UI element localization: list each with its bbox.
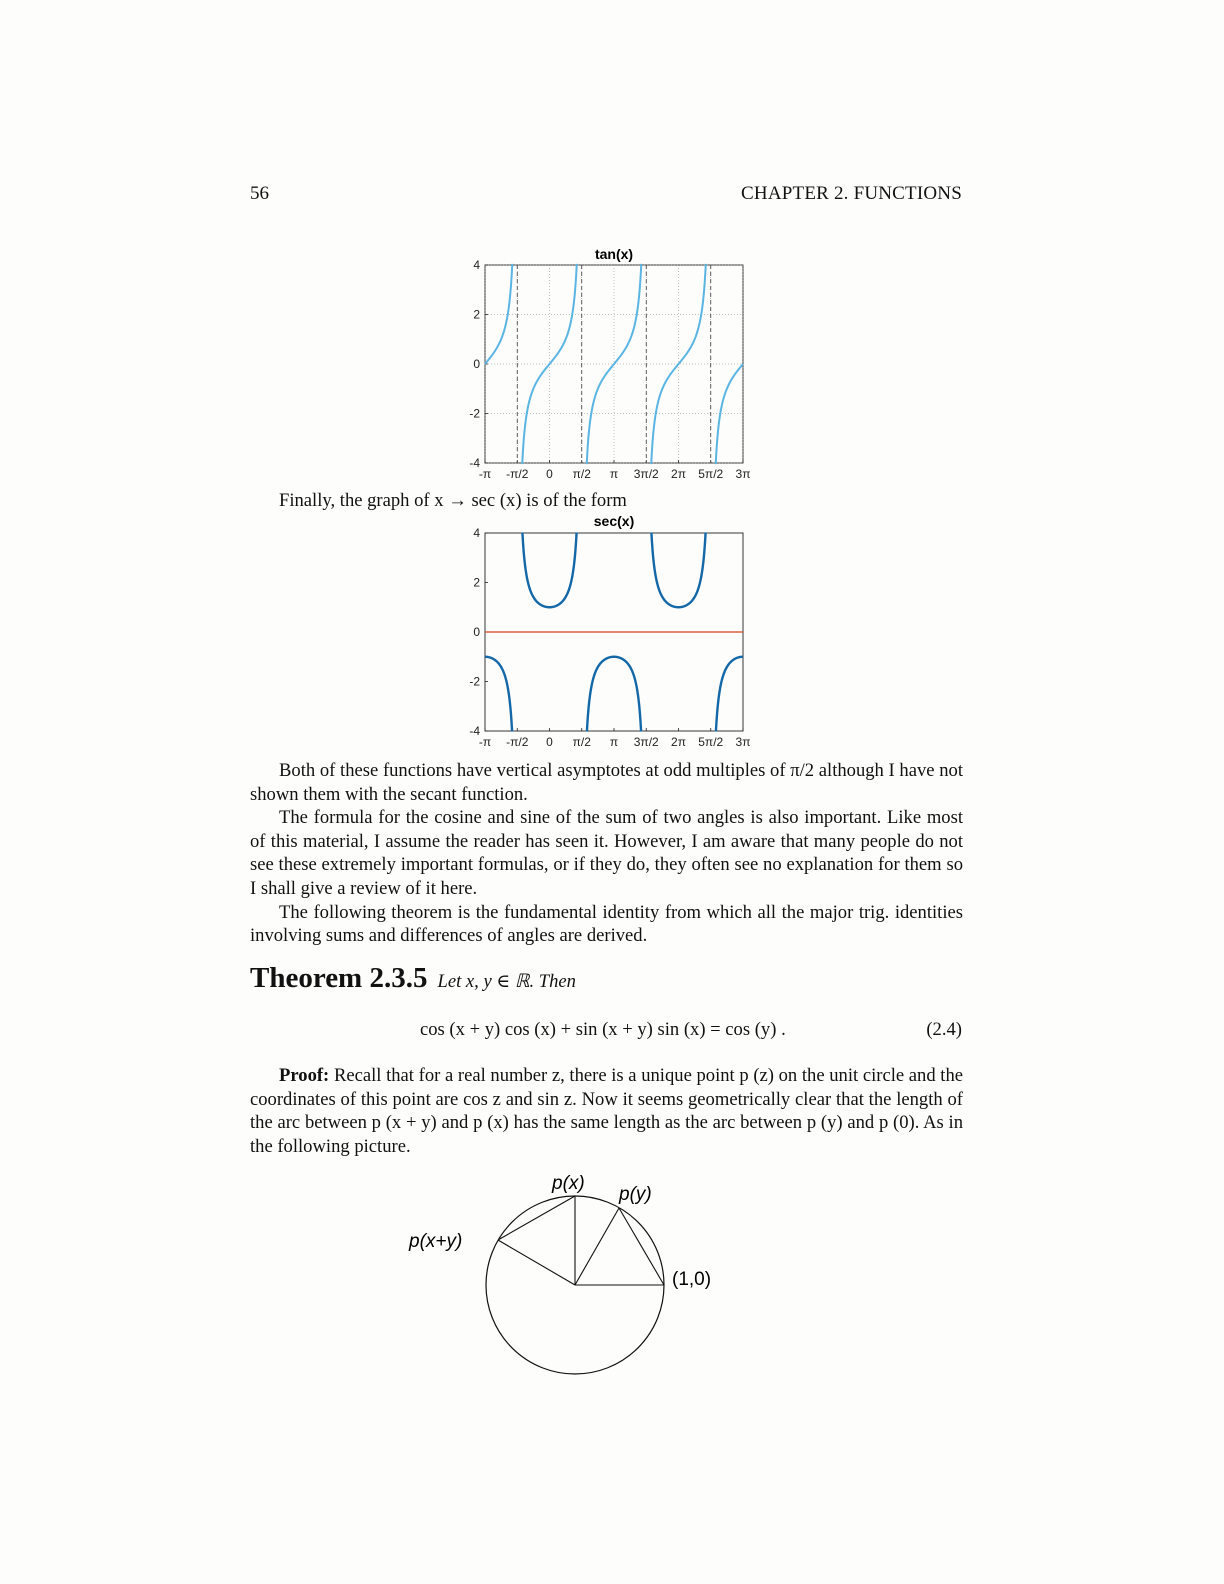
paragraph: Both of these functions have vertical asymptotes at odd multiples of π/2 although I have not shown them with the secant function. — [250, 760, 963, 805]
unit-circle-diagram — [400, 1165, 730, 1380]
x-tick-label: 2π — [671, 467, 686, 481]
theorem — [250, 962, 576, 995]
y-tick-label: -2 — [469, 406, 480, 421]
x-tick-label: 3π/2 — [633, 735, 659, 749]
page-number: 56 — [250, 183, 269, 204]
y-tick-label: 0 — [473, 625, 480, 639]
theorem-heading: Theorem 2.3.5 — [250, 962, 428, 994]
tan-chart — [455, 242, 765, 487]
label-py: p(y) — [619, 1184, 652, 1205]
x-tick-label: 3π/2 — [633, 467, 659, 481]
x-tick-label: 3π — [735, 467, 751, 481]
y-tick-label: -2 — [469, 674, 480, 689]
proof — [250, 1064, 963, 1158]
x-tick-label: π/2 — [572, 467, 591, 481]
label-px: p(x) — [552, 1173, 585, 1194]
x-tick-label: -π/2 — [506, 735, 529, 749]
sec-chart — [455, 510, 765, 755]
y-tick-label: 4 — [473, 258, 480, 272]
chord-py-1-0 — [619, 1208, 664, 1285]
x-tick-label: 0 — [546, 467, 553, 481]
y-tick-label: -4 — [469, 456, 480, 470]
x-tick-label: -π/2 — [506, 467, 529, 481]
equation: cos (x + y) cos (x) + sin (x + y) sin (x) = cos (y) . — [420, 1019, 786, 1040]
x-tick-label: π — [609, 735, 619, 749]
radius-to-pxy — [498, 1240, 575, 1285]
y-tick-label: 4 — [473, 526, 480, 540]
x-tick-label: 2π — [671, 735, 686, 749]
theorem-statement: Let x, y ∈ ℝ. Then — [437, 971, 576, 992]
label-pxy: p(x+y) — [409, 1231, 463, 1252]
y-tick-label: 2 — [473, 307, 480, 322]
y-tick-label: 0 — [473, 357, 480, 371]
body-text — [250, 759, 963, 948]
paragraph: The following theorem is the fundamental identity from which all the major trig. identities involving sums and differences of angles are derived. — [250, 901, 963, 947]
paragraph: The formula for the cosine and sine of the sum of two angles is also important. Like most of this material, I assume the reader has seen it. However, I am aware that many people do not see these extremely important formulas, or if they do, they often see no explanation for them so I shall give a review of it here. — [250, 807, 963, 899]
label-1-0: (1,0) — [672, 1269, 712, 1290]
intro-sec-text: Finally, the graph of x → sec (x) is of the form — [279, 490, 627, 511]
proof-text: Recall that for a real number z, there is a unique point p (z) on the unit circle and the coordinates of this point are cos z and sin z. Now it seems geometrically clear that the length of the arc between p (x + y) and p (x) has the same length as the arc between p (y) and p (0). As in the following picture. — [250, 1065, 963, 1157]
x-tick-label: 5π/2 — [698, 467, 724, 481]
proof-label: Proof: — [279, 1065, 330, 1086]
chapter-heading: CHAPTER 2. FUNCTIONS — [741, 183, 962, 204]
equation-number: (2.4) — [926, 1019, 962, 1040]
x-tick-label: -π — [478, 467, 492, 481]
x-tick-label: -π — [478, 735, 492, 749]
chart-title: tan(x) — [594, 246, 634, 262]
chart-title: sec(x) — [593, 513, 635, 529]
x-tick-label: 0 — [546, 735, 553, 749]
y-tick-label: 2 — [473, 575, 480, 590]
radius-to-py — [575, 1208, 619, 1285]
chord-pxy-px — [498, 1196, 575, 1240]
x-tick-label: π/2 — [572, 735, 591, 749]
x-tick-label: 5π/2 — [698, 735, 724, 749]
x-tick-label: π — [609, 467, 619, 481]
x-tick-label: 3π — [735, 735, 751, 749]
y-tick-label: -4 — [469, 724, 480, 738]
